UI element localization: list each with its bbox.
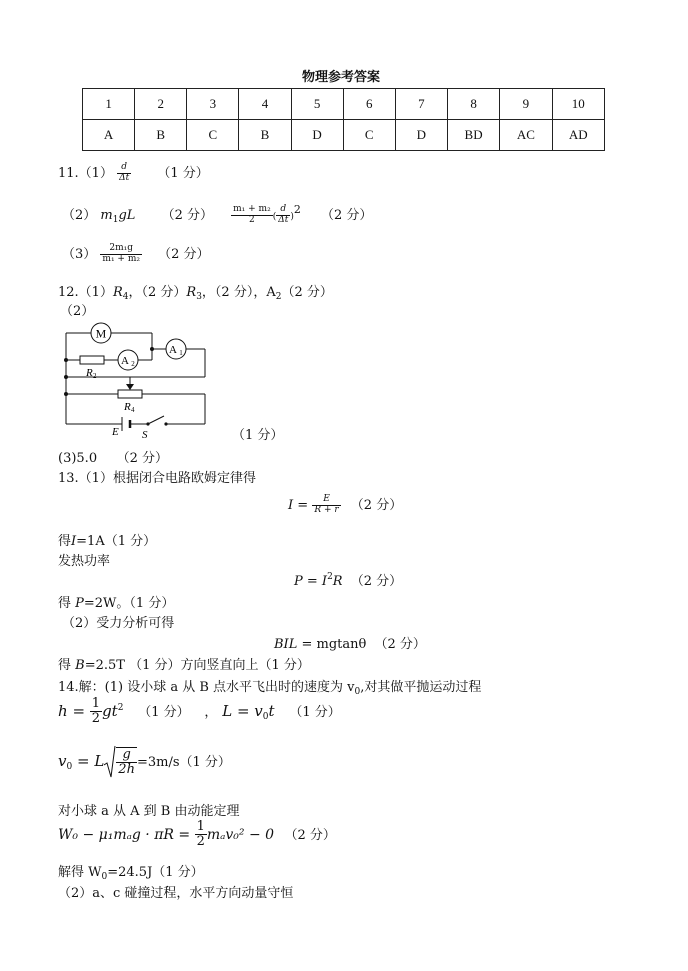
table-cell: 2 bbox=[135, 89, 187, 120]
table-cell: D bbox=[291, 120, 343, 151]
q11-p3-label: （3） bbox=[62, 247, 97, 262]
rheostat-r4 bbox=[118, 390, 142, 398]
page-title: 物理参考答案 bbox=[302, 70, 381, 85]
q14-eq-h: h = $\frac{1}{2}$ $gt^2$ （1 分） ， $L = v_0t$ （1 分） bbox=[58, 696, 341, 727]
q14-eqv-result: =3m/s（1 分） bbox=[136, 755, 231, 770]
q13-part2: （2）受力分析可得 bbox=[62, 616, 175, 631]
q11-p2-fraction bbox=[231, 205, 273, 226]
q11-p3-score: （2 分） bbox=[158, 247, 210, 262]
q13-eq3-score: （2 分） bbox=[374, 637, 426, 652]
q13-res3-pre: 得 bbox=[58, 658, 76, 673]
q14-eqh-den: 2 bbox=[91, 711, 101, 727]
q12-score-c: （2 分） bbox=[281, 285, 333, 300]
q13-res1-pre: 得 bbox=[58, 534, 72, 549]
q14-eqh-fraction bbox=[90, 697, 102, 727]
q14-eqL-sub: 0 bbox=[262, 711, 269, 722]
q14-part2: （2）a、c 碰撞过程，水平方向动量守恒 bbox=[58, 886, 294, 901]
q13-res3-var: B bbox=[75, 658, 85, 673]
q14-eqw: W₀ − μ₁mₐg · πR = bbox=[58, 826, 195, 843]
q13-eq2-score: （2 分） bbox=[350, 574, 403, 589]
q12-label: 12.（1） bbox=[58, 285, 113, 300]
switch-contact bbox=[164, 422, 167, 425]
q12-score-b: ，（2 分），A bbox=[201, 285, 276, 300]
q11-p1-fraction bbox=[117, 163, 131, 184]
q13-line1: 13.（1）根据闭合电路欧姆定律得 bbox=[58, 471, 256, 486]
q11-p3-den: m₁ + m₂ bbox=[102, 254, 140, 264]
q12-part2-label: （2） bbox=[60, 304, 95, 319]
q13-result2 bbox=[58, 592, 174, 611]
q13-res3-post: =2.5T （1 分）方向竖直向上（1 分） bbox=[84, 658, 310, 673]
q14-eqh-pow: 2 bbox=[117, 702, 124, 713]
table-cell: D bbox=[395, 120, 447, 151]
q14-eqw-num: 1 bbox=[196, 819, 205, 834]
table-cell: AC bbox=[500, 120, 552, 151]
q13-eq1-lhs: I bbox=[288, 498, 294, 513]
q14-eqL-lhs: L bbox=[222, 701, 233, 720]
q11-p2-frac-den: 2 bbox=[249, 215, 255, 225]
q14-eqw-score: （2 分） bbox=[284, 827, 336, 843]
table-cell: 1 bbox=[83, 89, 135, 120]
q12-r4-sub: 4 bbox=[122, 292, 129, 302]
q13-eq3-lhs: BIL bbox=[274, 637, 298, 652]
q13-eq1-num: E bbox=[312, 495, 340, 506]
q14-eqv-L: L bbox=[94, 752, 105, 770]
q14-res-sub: 0 bbox=[101, 872, 108, 882]
q11-p1-label: 11.（1） bbox=[58, 166, 113, 181]
q11-p2-power: 2 bbox=[293, 203, 301, 216]
q13-eq1-score: （2 分） bbox=[350, 498, 403, 513]
q11-p1-num: d bbox=[117, 163, 131, 174]
circuit-diagram bbox=[60, 318, 220, 440]
q14-eqw-rest: mₐv₀² − 0 bbox=[206, 826, 275, 843]
q11-p3-num: 2m₁g bbox=[100, 244, 142, 255]
junction-dot bbox=[64, 375, 68, 379]
table-cell: 7 bbox=[395, 89, 447, 120]
table-cell: B bbox=[239, 120, 291, 151]
q11-p2-score1: （2 分） bbox=[161, 208, 213, 223]
table-cell: 9 bbox=[500, 89, 552, 120]
table-cell: 4 bbox=[239, 89, 291, 120]
q11-p1-den: Δt bbox=[119, 173, 130, 183]
q14-eqv-num: g bbox=[116, 748, 137, 763]
q11-part1 bbox=[58, 162, 209, 184]
q13-res2-var: P bbox=[75, 596, 84, 611]
q14-line1-sub: 0 bbox=[354, 687, 361, 697]
q14-eqh-score: （1 分） bbox=[138, 704, 190, 720]
q14-res-pre: 解得 W bbox=[58, 865, 102, 880]
motor-label: M bbox=[95, 326, 107, 341]
q12-part1 bbox=[58, 281, 333, 302]
q13-res1-var: I bbox=[71, 534, 77, 549]
q11-p2-score2: （2 分） bbox=[320, 208, 373, 223]
rheostat-r4-sub: 4 bbox=[131, 406, 135, 414]
table-cell: AD bbox=[552, 120, 604, 151]
q13-eq2: $P = I^2R$ （2 分） bbox=[294, 572, 403, 589]
switch-label: S bbox=[142, 429, 148, 440]
ammeter-a1-sub: 1 bbox=[179, 349, 183, 357]
resistor-r2 bbox=[80, 356, 104, 364]
q13-result3 bbox=[58, 654, 310, 673]
rheostat-r4-label: R bbox=[124, 401, 131, 413]
q11-part2: （2） $m_1gL$ （2 分） $\frac{\text{m₁ + m₂}}{2}$ ( $\frac{d}{\Delta t}$ )$^2$ （2 分） bbox=[62, 203, 373, 225]
junction-dot bbox=[150, 347, 154, 351]
q13-eq3: BIL = mgtanθ （2 分） bbox=[274, 637, 426, 652]
switch-pivot bbox=[146, 422, 149, 425]
resistor-r2-sub: 2 bbox=[93, 372, 97, 380]
q11-p2-frac-num: m₁ + m₂ bbox=[233, 204, 271, 215]
q14-result bbox=[58, 861, 204, 882]
q13-eq1: I = $\frac{E}{R + r}$ （2 分） bbox=[288, 494, 403, 515]
q13-eq2-r: R bbox=[332, 574, 343, 589]
q13-eq2-rhs: I bbox=[321, 574, 328, 589]
q11-p2-rest: gL bbox=[118, 208, 136, 223]
q12-r4: R bbox=[112, 285, 123, 300]
q11-part3 bbox=[62, 243, 210, 265]
q14-line1 bbox=[58, 676, 481, 697]
q12-a2-sub: 2 bbox=[275, 292, 282, 302]
q11-p2-sub: 1 bbox=[112, 215, 119, 225]
q13-heat: 发热功率 bbox=[58, 554, 111, 569]
ammeter-a2-sub: 2 bbox=[131, 360, 135, 368]
table-cell: 10 bbox=[552, 89, 604, 120]
q12-r3-sub: 3 bbox=[196, 292, 202, 302]
q14-eq-w bbox=[58, 820, 336, 850]
q14-eqL-score: （1 分） bbox=[289, 704, 341, 720]
table-row-numbers bbox=[83, 89, 605, 120]
q11-p2-fraction2 bbox=[276, 205, 290, 226]
q13-eq2-pow: 2 bbox=[327, 572, 333, 582]
q13-eq1-den: R + r bbox=[314, 505, 339, 515]
table-cell: C bbox=[187, 120, 239, 151]
q12-r3: R bbox=[186, 285, 197, 300]
table-cell: 6 bbox=[343, 89, 395, 120]
q14-eqw-den: 2 bbox=[196, 834, 205, 850]
q14-eqv-sub: 0 bbox=[66, 762, 73, 772]
q11-p3-fraction bbox=[100, 244, 142, 265]
table-cell: A bbox=[83, 120, 135, 151]
q14-res-post: =24.5J（1 分） bbox=[107, 865, 204, 880]
table-cell: 8 bbox=[447, 89, 499, 120]
q14-eq-v: $v_0 = L$ $\frac{g}{2h}$ =3m/s（1 分） bbox=[58, 746, 231, 777]
q14-energy-line: 对小球 a 从 A 到 B 由动能定理 bbox=[58, 804, 240, 819]
q14-eqv-fraction bbox=[116, 747, 137, 778]
q13-eq1-fraction bbox=[312, 495, 340, 516]
table-cell: 3 bbox=[187, 89, 239, 120]
slider-arrow-icon bbox=[126, 384, 134, 390]
q14-eqh-lhs: h bbox=[58, 701, 68, 720]
q13-res1-post: =1A（1 分） bbox=[76, 534, 157, 549]
table-cell: 5 bbox=[291, 89, 343, 120]
q11-p2-m: m bbox=[100, 208, 113, 223]
sqrt-sign bbox=[104, 745, 116, 779]
q14-eqL-t: t bbox=[268, 701, 275, 720]
q11-p2-frac2-den: Δt bbox=[278, 215, 289, 225]
resistor-r2-label: R bbox=[86, 367, 93, 379]
q12-score-a: ，（2 分） bbox=[128, 285, 187, 300]
answer-table bbox=[82, 88, 605, 151]
q14-eqv-lhs: v bbox=[58, 752, 67, 770]
q13-eq3-rhs: mgtanθ bbox=[316, 637, 367, 652]
ammeter-a1-label: A bbox=[169, 344, 177, 356]
q11-p2-frac2-num: d bbox=[276, 205, 290, 216]
q14-eqh-num: 1 bbox=[91, 696, 101, 711]
table-cell: BD bbox=[447, 120, 499, 151]
q14-line1-post: ,对其做平抛运动过程 bbox=[360, 680, 482, 695]
q12-circuit-score: （1 分） bbox=[232, 428, 284, 443]
table-row-answers bbox=[83, 120, 605, 151]
q14-line1-text: 14.解：(1) 设小球 a 从 B 点水平飞出时的速度为 v bbox=[58, 680, 355, 695]
table-cell: C bbox=[343, 120, 395, 151]
q14-eqv-den: 2h bbox=[118, 762, 135, 777]
q14-eqh-rest: gt bbox=[102, 701, 118, 720]
q14-eqL-rhs: v bbox=[254, 701, 263, 720]
table-cell: B bbox=[135, 120, 187, 151]
q11-p2-label: （2） bbox=[62, 208, 97, 223]
q12-part3: (3)5.0 （2 分） bbox=[58, 451, 168, 466]
q14-eqw-fraction bbox=[195, 820, 207, 850]
ammeter-a2-label: A bbox=[121, 355, 129, 367]
q13-eq2-lhs: P bbox=[294, 574, 303, 589]
q13-res2-pre: 得 bbox=[58, 596, 76, 611]
junction-dot bbox=[64, 392, 68, 396]
q11-p1-score: （1 分） bbox=[157, 166, 209, 181]
q13-result1 bbox=[58, 530, 156, 549]
q13-res2-post: =2W。（1 分） bbox=[83, 596, 175, 611]
battery-label: E bbox=[112, 426, 119, 438]
junction-dot bbox=[64, 358, 68, 362]
